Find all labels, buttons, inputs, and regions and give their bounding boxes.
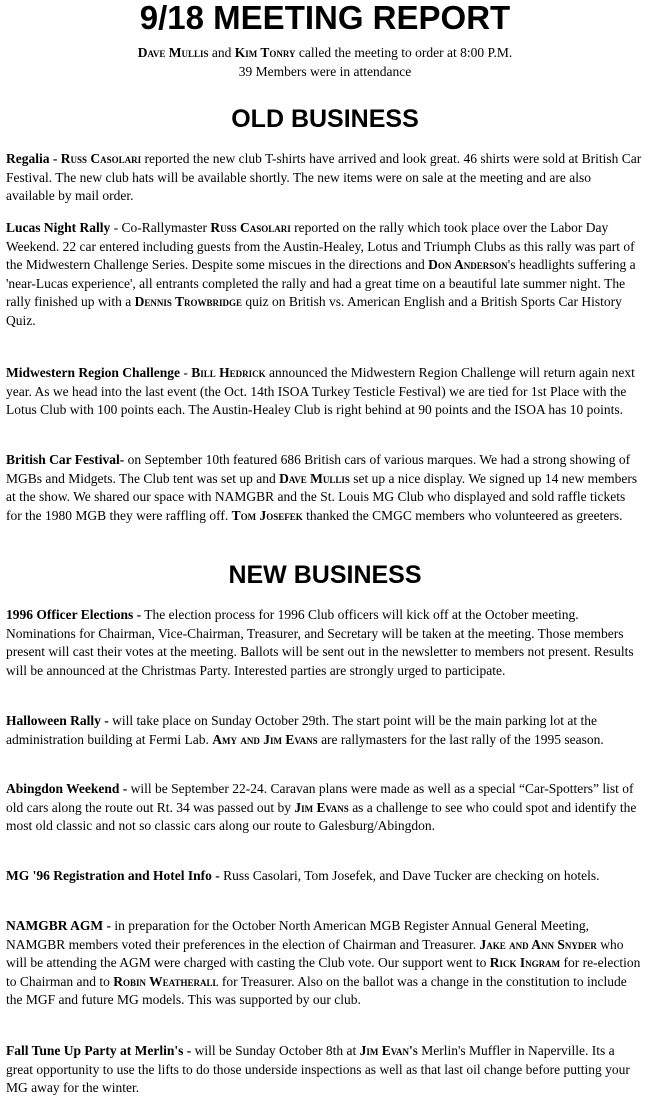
agm-label: NAMGBR AGM - — [6, 918, 111, 933]
agm-text-3: for re-election to Chairman and to — [6, 955, 641, 989]
midwestern-challenge-item — [6, 364, 643, 420]
abingdon-weekend-item — [6, 780, 643, 836]
mg96-text: Russ Casolari, Tom Josefek, and Dave Tucker are checking on hotels. — [219, 868, 600, 883]
tuneup-text-1: will be Sunday October 8th at — [191, 1043, 360, 1058]
lucas-text-3: 's headlights suffering a 'near-Lucas experience', all entrants completed the rally and had a great time on a beautiful late summer night. The rally finished up with a — [6, 257, 636, 310]
festival-text-3: thanked the CMGC members who volunteered as greeters. — [302, 507, 623, 523]
regalia-person: Russ Casolari — [60, 151, 142, 166]
lucas-person-2: Don Anderson — [428, 257, 508, 273]
lucas-person-1: Russ Casolari — [210, 220, 291, 235]
officer-elections-item — [6, 606, 643, 680]
old-business-heading: OLD BUSINESS — [231, 105, 419, 133]
tuneup-text-2: Merlin's Muffler in Naperville. Its a great opportunity to use the lifts to do those underside inspections as well as that last oil change before putting your MG away for the winter. — [6, 1043, 630, 1096]
agm-text-1: in preparation for the October North American MGB Register Annual General Meeting, NAMGBR members voted their preferences in the election of Chairman and Treasurer. — [6, 918, 589, 952]
lucas-text-4: quiz on British vs. American English and a British Sports Car History Quiz. — [6, 294, 622, 328]
regalia-label: Regalia - — [6, 151, 58, 166]
lucas-text-2: reported on the rally which took place over the Labor Day Weekend. 22 car entered including guests from the Austin-Healey, Lotus and Triumph Clubs as this rally was part of the Midwestern Challenge Series. Despite some miscues in the directions and — [6, 220, 635, 273]
agm-text-4: for Treasurer. Also on the ballot was a change in the constitution to include the MGF and future MG models. This was supported by our club. — [6, 973, 627, 1008]
agm-person-2: Rick Ingram — [489, 955, 561, 971]
festival-person-1: Dave Mullis — [279, 470, 350, 486]
page-title: 9/18 MEETING REPORT — [139, 0, 511, 36]
festival-text-2: set up a nice display. We signed up 14 new members at the show. We shared our space with NAMGBR and the St. Louis MG Club who displayed and sold raffle tickets for the 1980 MGB they were raffling off. — [6, 470, 638, 523]
agm-person-3: Robin Weatherall — [113, 973, 219, 989]
lucas-rally-label: Lucas Night Rally — [6, 220, 111, 235]
attendance-line: 39 Members were in attendance — [238, 64, 412, 79]
abingdon-label: Abingdon Weekend - — [6, 781, 128, 796]
vice-chair-name: Kim Tonry — [234, 45, 296, 60]
halloween-person: Amy and Jim Evans — [212, 731, 318, 747]
british-car-festival-item — [6, 451, 643, 525]
midwestern-text-1: - — [179, 365, 192, 380]
midwestern-text-2: announced the Midwestern Region Challenge will return again next year. As we head into the last event (the Oct. 14th ISOA Turkey Testicle Festival) we are tied for 1st Place with the Lotus Club with 100 points each. The Austin-Healey Club is right behind at 90 points and the ISOA has 10 points. — [6, 365, 635, 418]
new-business-heading: NEW BUSINESS — [228, 561, 422, 589]
called-text: called the meeting to order at 8:00 P.M. — [295, 45, 513, 60]
midwestern-label: Midwestern Region Challenge — [6, 365, 180, 380]
abingdon-text-2: as a challenge to see who could spot and identify the most old classic and not so classic cars along our route to Galesburg/Abingdon. — [6, 799, 637, 834]
elections-text: The election process for 1996 Club officers will kick off at the October meeting. Nominations for Chairman, Vice-Chairman, Treasurer, and Secretary will be taken at the meeting. Those members present will cast their votes at the meeting. Ballots will be sent out in the newsletter to members not present. Results will be announced at the Christmas Party. Interested parties are strongly urged to participate. — [6, 607, 634, 678]
regalia-item — [6, 150, 643, 206]
mg96-registration-item — [6, 867, 643, 886]
tuneup-label: Fall Tune Up Party at Merlin's - — [6, 1043, 192, 1058]
lucas-person-3: Dennis Trowbridge — [134, 294, 243, 310]
meeting-called-line — [0, 44, 650, 62]
fall-tune-up-item — [6, 1042, 643, 1098]
elections-label: 1996 Officer Elections - — [6, 607, 142, 622]
abingdon-person: Jim Evans — [294, 799, 349, 815]
namgbr-agm-item — [6, 917, 643, 1010]
agm-text-2: who will be attending the AGM were charged with casting the Club vote. Our support went to — [6, 936, 624, 971]
lucas-rally-item — [6, 219, 643, 331]
tuneup-person: Jim Evan's — [359, 1043, 418, 1058]
halloween-text-2: are rallymasters for the last rally of the 1995 season. — [317, 731, 604, 747]
halloween-label: Halloween Rally - — [6, 713, 109, 728]
abingdon-text-1: will be September 22-24. Caravan plans were made as well as a special “Car-Spotters” list of old cars along the route out Rt. 34 was passed out by — [6, 781, 634, 815]
agm-person-1: Jake and Ann Snyder — [479, 936, 597, 952]
mg96-label: MG '96 Registration and Hotel Info - — [6, 868, 220, 883]
festival-label: British Car Festival- — [6, 452, 125, 467]
chair-name: Dave Mullis — [137, 45, 209, 60]
festival-person-2: Tom Josefek — [231, 507, 303, 523]
festival-text-1: on September 10th featured 686 British cars of various marques. We had a strong showing of MGBs and Midgets. The Club tent was set up and — [6, 452, 631, 486]
halloween-rally-item — [6, 712, 643, 749]
regalia-text: reported the new club T-shirts have arrived and look great. 46 shirts were sold at British Car Festival. The new club hats will be available shortly. The new items were on sale at the meeting and are also available by mail order. — [6, 151, 642, 204]
halloween-text-1: will take place on Sunday October 29th. The start point will be the main parking lot at the administration building at Fermi Lab. — [6, 713, 598, 747]
and-text: and — [208, 45, 235, 60]
lucas-text-1: - Co-Rallymaster — [110, 220, 211, 235]
midwestern-person: Bill Hedrick — [191, 365, 266, 380]
